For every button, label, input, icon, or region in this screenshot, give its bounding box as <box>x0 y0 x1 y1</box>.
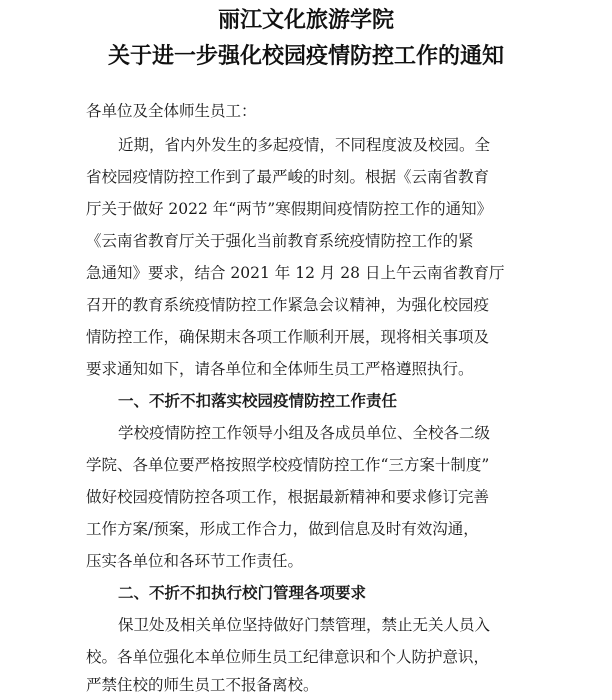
intro-line: 《云南省教育厅关于强化当前教育系统疫情防控工作的紧 <box>86 232 474 250</box>
intro-line: 省校园疫情防控工作到了最严峻的时刻。根据《云南省教育 <box>86 168 490 186</box>
section2-line: 严禁住校的师生员工不报备离校。 <box>86 676 319 694</box>
section2-line: 校。各单位强化本单位师生员工纪律意识和个人防护意识， <box>86 648 490 666</box>
section1-line: 学院、各单位要严格按照学校疫情防控工作“三方案十制度” <box>86 456 490 474</box>
intro-line: 急通知》要求，结合 2021 年 12 月 28 日上午云南省教育厅 <box>86 264 505 282</box>
document-title-subject: 关于进一步强化校园疫情防控工作的通知 <box>107 44 504 69</box>
section1-line: 学校疫情防控工作领导小组及各成员单位、全校各二级 <box>118 424 491 442</box>
document-title-institution: 丽江文化旅游学院 <box>217 8 394 33</box>
section1-line: 压实各单位和各环节工作责任。 <box>86 552 304 570</box>
salutation: 各单位及全体师生员工： <box>86 102 257 120</box>
intro-line: 近期，省内外发生的多起疫情，不同程度波及校园。全 <box>118 136 491 154</box>
section-heading-1: 一、不折不扣落实校园疫情防控工作责任 <box>118 392 398 410</box>
intro-line: 厅关于做好 2022 年“两节”寒假期间疫情防控工作的通知》 <box>86 200 493 218</box>
section1-line: 做好校园疫情防控各项工作，根据最新精神和要求修订完善 <box>86 488 490 506</box>
intro-line: 召开的教育系统疫情防控工作紧急会议精神，为强化校园疫 <box>86 296 490 314</box>
section2-line: 保卫处及相关单位坚持做好门禁管理，禁止无关人员入 <box>118 616 491 634</box>
section-heading-2: 二、不折不扣执行校门管理各项要求 <box>118 584 367 602</box>
section1-line: 工作方案/预案，形成工作合力，做到信息及时有效沟通， <box>86 520 479 538</box>
intro-line: 要求通知如下，请各单位和全体师生员工严格遵照执行。 <box>86 360 474 378</box>
intro-line: 情防控工作，确保期末各项工作顺利开展，现将相关事项及 <box>86 328 490 346</box>
